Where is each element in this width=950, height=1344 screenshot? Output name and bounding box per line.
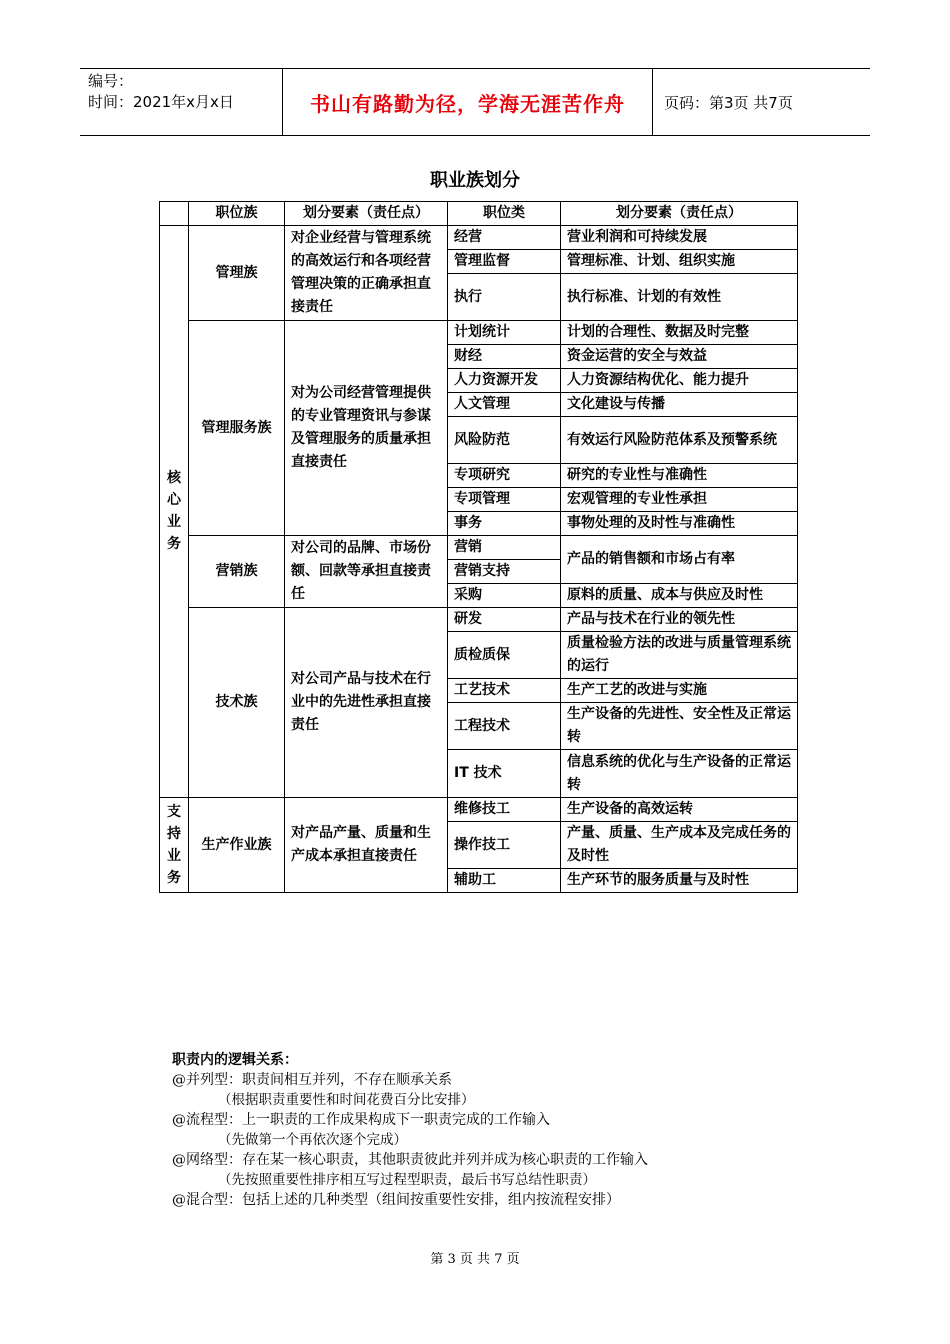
class-name: 经营 [448, 226, 561, 250]
class-elements: 营业利润和可持续发展 [561, 226, 798, 250]
family-elements: 对公司的品牌、市场份额、回款等承担直接责任 [285, 536, 448, 608]
logic-item: @流程型：上一职责的工作成果构成下一职责完成的工作输入 [172, 1112, 550, 1128]
logic-note: （先做第一个再依次逐个完成） [218, 1132, 407, 1148]
table-row [160, 608, 798, 632]
class-name: 计划统计 [448, 321, 561, 345]
class-elements: 执行标准、计划的有效性 [561, 274, 798, 321]
class-name: 人文管理 [448, 393, 561, 417]
header-class: 职位类 [448, 202, 561, 226]
family-elements: 对企业经营与管理系统的高效运行和各项经营管理决策的正确承担直接责任 [285, 226, 448, 321]
family-elements: 对为公司经营管理提供的专业管理资讯与参谋及管理服务的质量承担直接责任 [285, 321, 448, 536]
logic-note: （先按照重要性排序相互写过程型职责，最后书写总结性职责） [218, 1172, 596, 1188]
table-body [160, 226, 798, 893]
class-name: 营销支持 [448, 560, 561, 584]
header-page-number: 页码：第3页 共7页 [664, 93, 793, 112]
class-elements: 人力资源结构优化、能力提升 [561, 369, 798, 393]
page-footer: 第 3 页 共 7 页 [430, 1252, 520, 1267]
class-name: 工艺技术 [448, 679, 561, 703]
class-elements: 研究的专业性与准确性 [561, 464, 798, 488]
doc-time: 时间：2021年x月x日 [88, 93, 234, 111]
logic-list [172, 1070, 872, 1210]
header-class-elements: 划分要素（责任点） [561, 202, 798, 226]
class-elements: 有效运行风险防范体系及预警系统 [561, 417, 798, 464]
family-elements: 对公司产品与技术在行业中的先进性承担直接责任 [285, 608, 448, 798]
class-name: 质检质保 [448, 632, 561, 679]
family-name: 技术族 [189, 608, 285, 798]
class-elements: 计划的合理性、数据及时完整 [561, 321, 798, 345]
family-name: 管理服务族 [189, 321, 285, 536]
class-elements: 产品与技术在行业的领先性 [561, 608, 798, 632]
class-elements: 产量、质量、生产成本及完成任务的及时性 [561, 822, 798, 869]
class-elements: 生产工艺的改进与实施 [561, 679, 798, 703]
class-elements: 生产环节的服务质量与及时性 [561, 869, 798, 893]
class-name: 管理监督 [448, 250, 561, 274]
class-name: 人力资源开发 [448, 369, 561, 393]
class-elements: 事物处理的及时性与准确性 [561, 512, 798, 536]
class-elements: 生产设备的高效运转 [561, 798, 798, 822]
career-family-table [159, 201, 798, 893]
family-name: 管理族 [189, 226, 285, 321]
header-family-elements: 划分要素（责任点） [285, 202, 448, 226]
table-row [160, 536, 798, 560]
category-support [160, 798, 189, 893]
table-row [160, 798, 798, 822]
class-name: 维修技工 [448, 798, 561, 822]
header-motto: 书山有路勤为径，学海无涯苦作舟 [283, 69, 653, 135]
category-core-label: 核心业务 [167, 470, 181, 552]
header-meta [80, 69, 283, 135]
family-name: 生产作业族 [189, 798, 285, 893]
table-header-row [160, 202, 798, 226]
class-name: 操作技工 [448, 822, 561, 869]
class-name: 工程技术 [448, 703, 561, 750]
class-name: 财经 [448, 345, 561, 369]
family-elements: 对产品产量、质量和生产成本承担直接责任 [285, 798, 448, 893]
class-name: 风险防范 [448, 417, 561, 464]
category-support-label: 支持业务 [167, 803, 181, 886]
class-name: 事务 [448, 512, 561, 536]
family-name: 营销族 [189, 536, 285, 608]
logic-title: 职责内的逻辑关系： [172, 1052, 298, 1068]
class-elements: 资金运营的安全与效益 [561, 345, 798, 369]
table-row [160, 226, 798, 250]
class-name: 辅助工 [448, 869, 561, 893]
class-name: 执行 [448, 274, 561, 321]
class-elements: 文化建设与传播 [561, 393, 798, 417]
class-elements: 生产设备的先进性、安全性及正常运转 [561, 703, 798, 750]
class-name: 专项研究 [448, 464, 561, 488]
doc-number: 编号： [88, 72, 134, 90]
class-name: IT 技术 [448, 750, 561, 798]
page-title: 职业族划分 [430, 170, 520, 191]
class-name: 专项管理 [448, 488, 561, 512]
class-name: 采购 [448, 584, 561, 608]
logic-section [172, 1050, 872, 1210]
logic-item: @网络型：存在某一核心职责，其他职责彼此并列并成为核心职责的工作输入 [172, 1152, 648, 1168]
table-row [160, 321, 798, 345]
class-elements: 质量检验方法的改进与质量管理系统的运行 [561, 632, 798, 679]
logic-note: （根据职责重要性和时间花费百分比安排） [218, 1092, 475, 1108]
class-elements: 宏观管理的专业性承担 [561, 488, 798, 512]
class-name: 研发 [448, 608, 561, 632]
class-name: 营销 [448, 536, 561, 560]
page-header [80, 68, 870, 136]
class-elements: 产品的销售额和市场占有率 [561, 536, 798, 584]
logic-item: @并列型：职责间相互并列，不存在顺承关系 [172, 1072, 452, 1088]
category-core [160, 226, 189, 798]
class-elements: 管理标准、计划、组织实施 [561, 250, 798, 274]
logic-item: @混合型：包括上述的几种类型（组间按重要性安排，组内按流程安排） [172, 1192, 620, 1208]
class-elements: 信息系统的优化与生产设备的正常运转 [561, 750, 798, 798]
header-family: 职位族 [189, 202, 285, 226]
header-blank [160, 202, 189, 226]
class-elements: 原料的质量、成本与供应及时性 [561, 584, 798, 608]
